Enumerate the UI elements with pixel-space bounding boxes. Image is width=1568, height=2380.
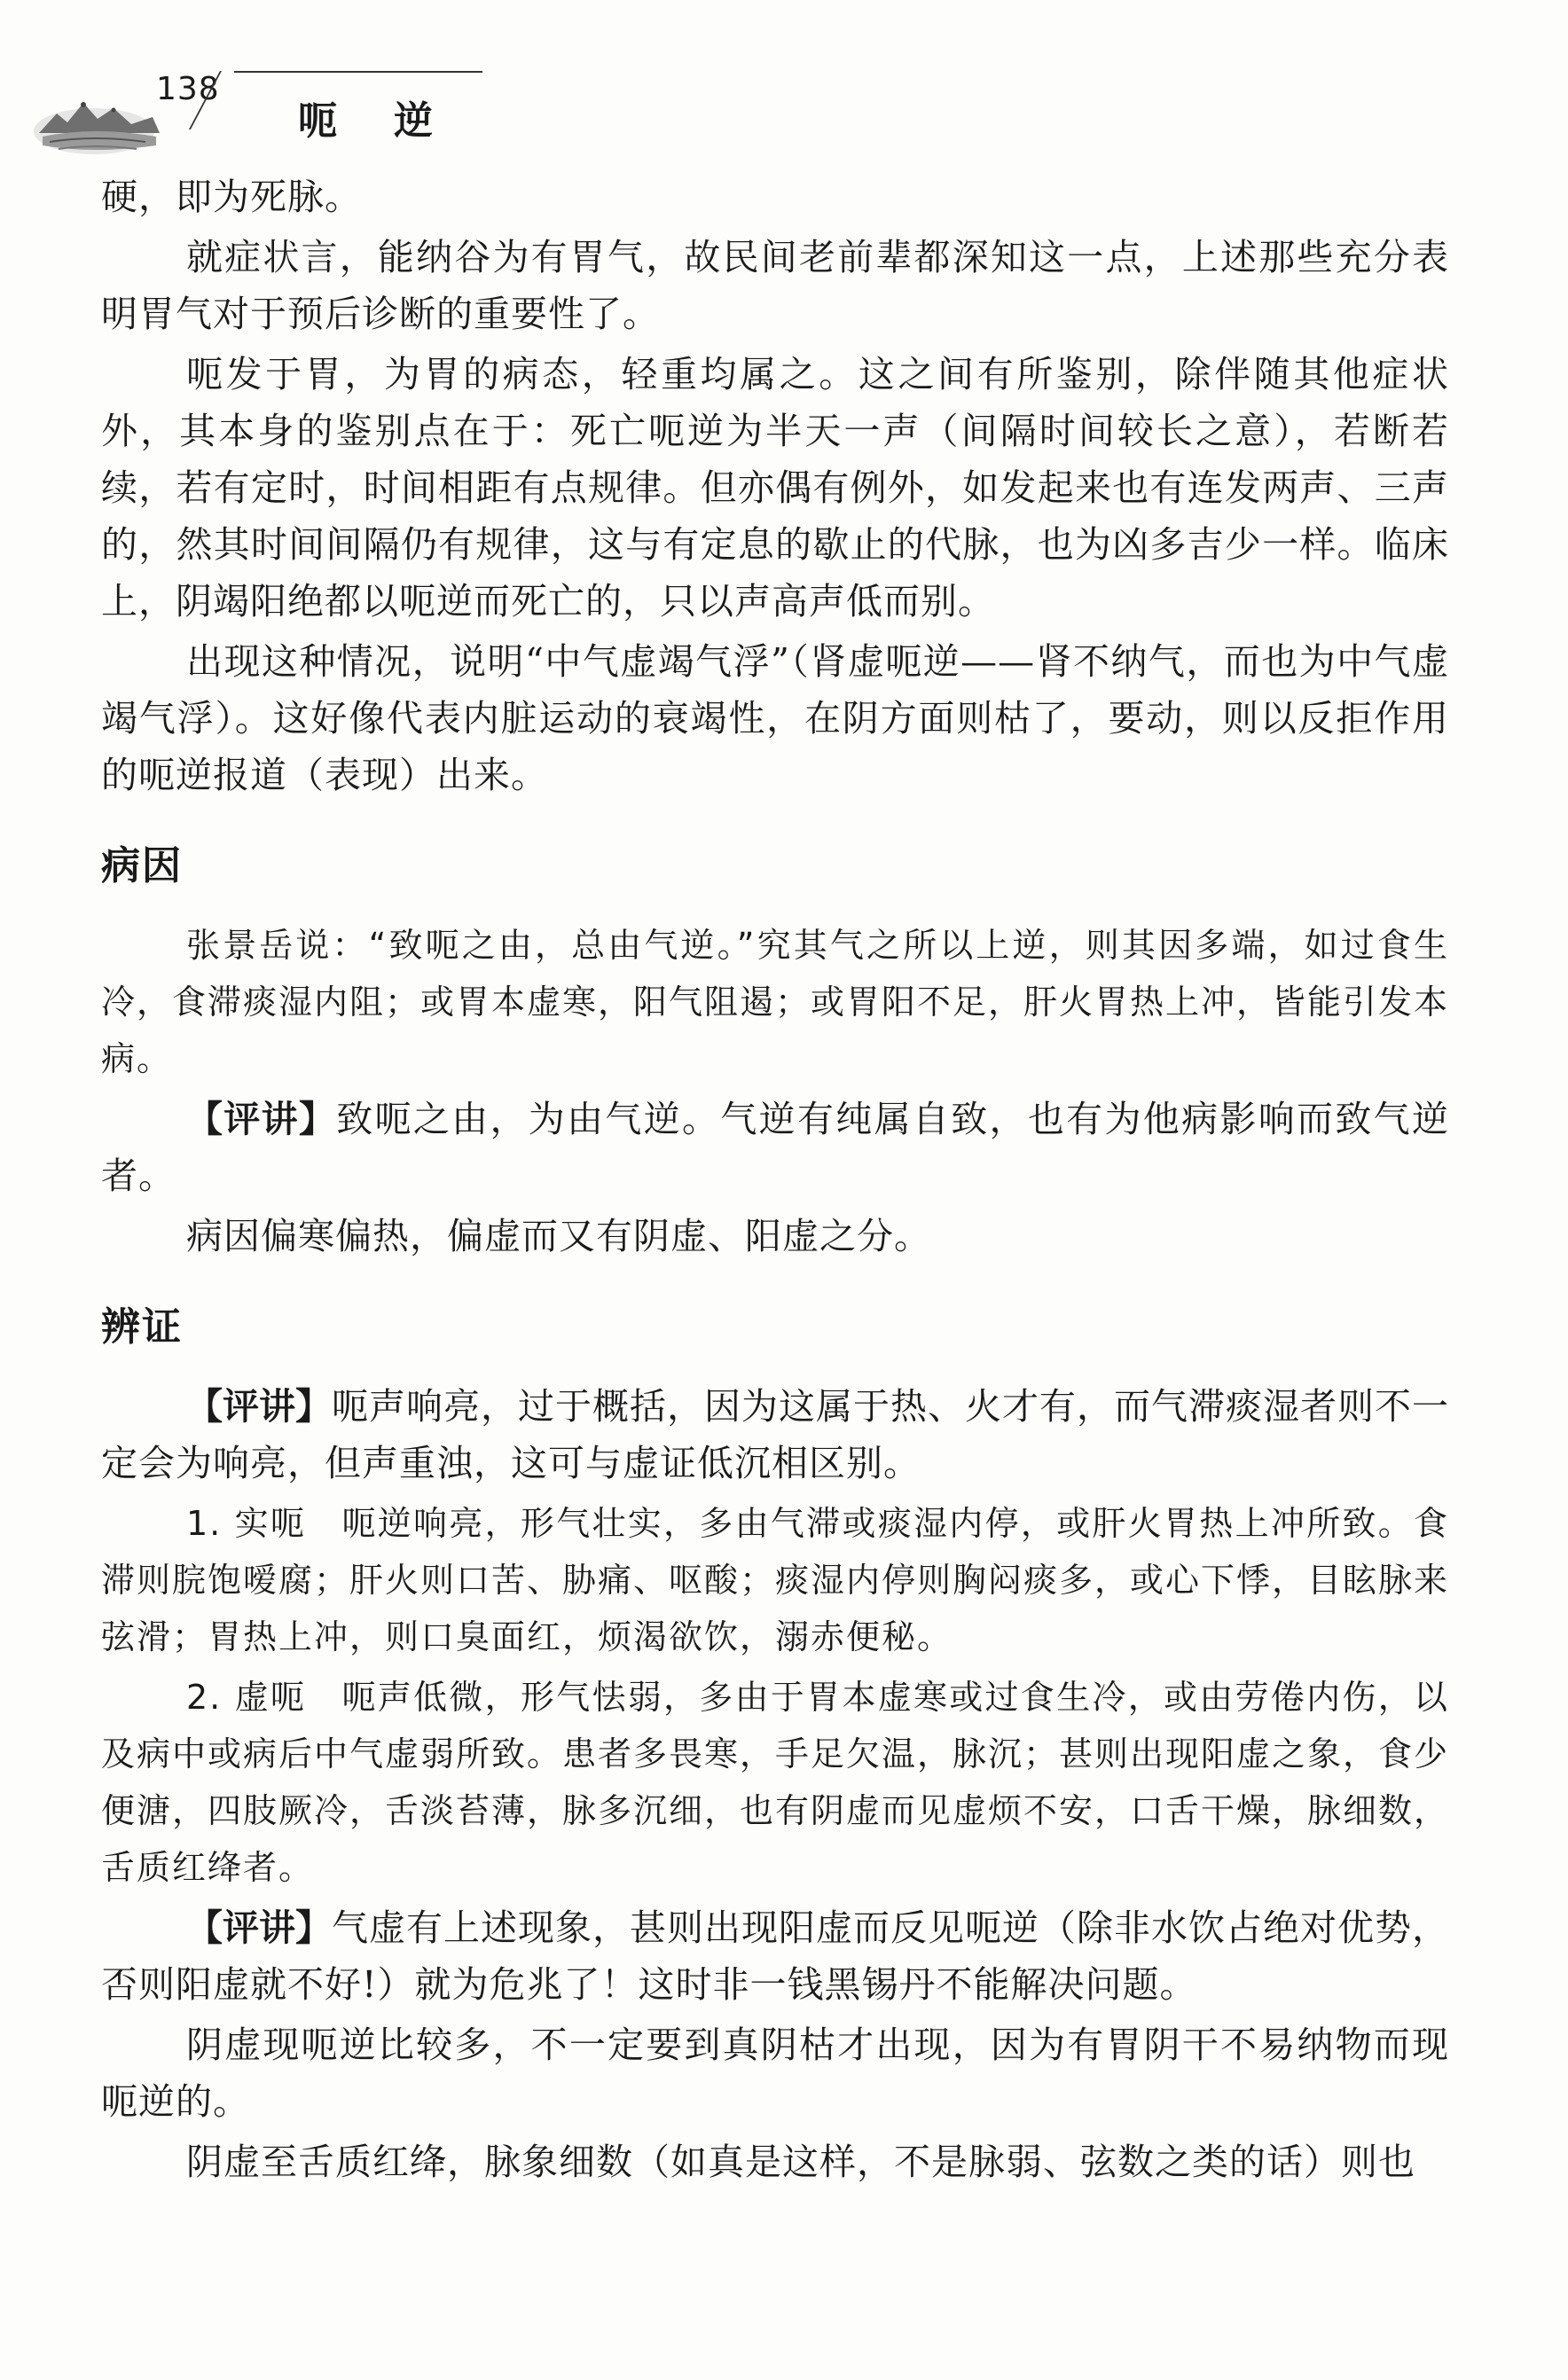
section-heading-diagnosis: 辨证 [101, 1304, 183, 1350]
paragraph: 阴虚至舌质红绛，脉象细数（如真是这样，不是脉弱、弦数之类的话）则也 [186, 2141, 1415, 2183]
comment-paragraph [101, 1899, 1449, 2013]
page-number: 138 [156, 71, 220, 107]
comment-label: 【评讲】 [186, 1385, 332, 1428]
header-rule [234, 71, 482, 73]
comment-text: 致呃之由，为由气逆。气逆有纯属自致，也有为他病影响而致气逆者。 [101, 1098, 1449, 1197]
paragraph: 就症状言，能纳谷为有胃气，故民间老前辈都深知这一点，上述那些充分表明胃气对于预后诊断的重要性了。 [101, 236, 1449, 335]
comment-text: 气虚有上述现象，甚则出现阳虚而反见呃逆（除非水饮占绝对优势，否则阳虚就不好!）就为危兆了！这时非一钱黑锡丹不能解决问题。 [101, 1906, 1449, 2006]
page-content [101, 168, 1449, 2194]
running-title: 呃逆 [298, 98, 490, 144]
page-header [32, 53, 493, 160]
comment-label: 【评讲】 [186, 1098, 337, 1140]
quote-paragraph: 张景岳说：“致呃之由，总由气逆。”究其气之所以上逆，则其因多端，如过食生冷，食滞痰湿内阻；或胃本虚寒，阳气阻遏；或胃阳不足，肝火胃热上冲，皆能引发本病。 [101, 926, 1450, 1078]
paragraph: 呃发于胃，为胃的病态，轻重均属之。这之间有所鉴别，除伴随其他症状外，其本身的鉴别点在于：死亡呃逆为半天一声（间隔时间较长之意），若断若续，若有定时，时间相距有点规律。但亦偶有例外，如发起来也有连发两声、三声的，然其时间间隔仍有规律，这与有定息的歇止的代脉，也为凶多吉少一样。临床上，阴竭阳绝都以呃逆而死亡的，只以声高声低而别。 [101, 353, 1449, 622]
paragraph: 阴虚现呃逆比较多，不一定要到真阴枯才出现，因为有胃阴干不易纳物而现呃逆的。 [101, 2024, 1449, 2123]
list-item: 2. 虚呃 呃声低微，形气怯弱，多由于胃本虚寒或过食生冷，或由劳倦内伤，以及病中或病后中气虚弱所致。患者多畏寒，手足欠温，脉沉；甚则出现阳虚之象，食少便溏，四肢厥冷，舌淡苔薄，脉多沉细，也有阴虚而见虚烦不安，口舌干燥，脉细数，舌质红绛者。 [101, 1678, 1450, 1887]
section-heading-cause: 病因 [101, 843, 183, 889]
comment-label: 【评讲】 [186, 1906, 332, 1949]
comment-text: 呃声响亮，过于概括，因为这属于热、火才有，而气滞痰湿者则不一定会为响亮，但声重浊，这可与虚证低沉相区别。 [101, 1385, 1449, 1484]
list-item: 1. 实呃 呃逆响亮，形气壮实，多由气滞或痰湿内停，或肝火胃热上冲所致。食滞则脘饱嗳腐；肝火则口苦、胁痛、呕酸；痰湿内停则胸闷痰多，或心下悸，目眩脉来弦滑；胃热上冲，则口臭面红，烦渴欲饮，溺赤便秘。 [101, 1504, 1450, 1656]
landscape-logo-icon [32, 78, 165, 160]
paragraph: 出现这种情况，说明“中气虚竭气浮”（肾虚呃逆——肾不纳气，而也为中气虚竭气浮）。这好像代表内脏运动的衰竭性，在阴方面则枯了，要动，则以反拒作用的呃逆报道（表现）出来。 [101, 640, 1449, 796]
paragraph: 病因偏寒偏热，偏虚而又有阴虚、阳虚之分。 [186, 1215, 931, 1257]
paragraph: 硬，即为死脉。 [101, 176, 362, 218]
comment-paragraph [101, 1378, 1449, 1491]
comment-paragraph [101, 1091, 1449, 1204]
